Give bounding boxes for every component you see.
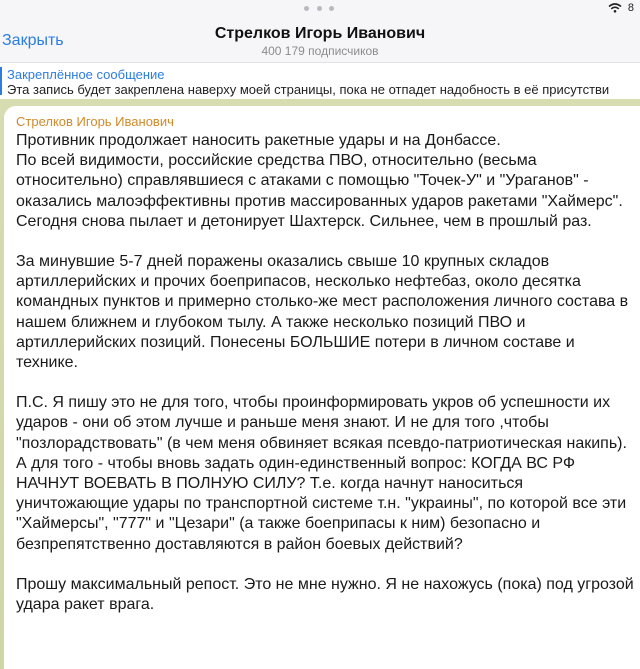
pinned-message-banner[interactable] — [0, 62, 640, 100]
message-author[interactable]: Стрелков Игорь Иванович — [16, 114, 174, 129]
system-indicators — [608, 2, 634, 14]
pinned-text: Эта запись будет закреплена наверху моей страницы, пока не отпадет надобность в её присутстви — [7, 82, 610, 97]
message-paragraph-4: Прошу максимальный репост. Это не мне нужно. Я не нахожусь (пока) под угрозой удара ракет врага. — [16, 575, 634, 614]
channel-title[interactable]: Стрелков Игорь Иванович — [214, 25, 426, 42]
close-button[interactable]: Закрыть — [2, 32, 64, 49]
battery-level: 8 — [627, 2, 634, 14]
message-paragraph-3: П.С. Я пишу это не для того, чтобы проинформировать укров об успешности их ударов - они об этом лучше и раньше меня знают. И не для того ,чтобы "позлорадствовать" (в чем меня обвиняет всякая псевдо-патриотическая накипь). А для того - чтобы вновь задать один-единственный вопрос: КОГДА ВС РФ НАЧНУТ ВОЕВАТЬ В ПОЛНУЮ СИЛУ? Т.е. когда начнут наноситься уничтожающие удары по транспортной системе т.н. "украины", по которой все эти "Хаймерсы", "777" и "Цезари" (а также боеприпасы к ним) безопасно и безпрепятственно доставляются в район боевых действий? — [16, 394, 627, 553]
channel-header — [0, 18, 640, 62]
multitasking-dots-icon[interactable] — [304, 6, 334, 12]
subscriber-count: 400 179 подписчиков — [261, 44, 379, 58]
message-text — [16, 131, 634, 635]
status-bar — [0, 0, 640, 18]
message-paragraph-2: За минувшие 5-7 дней поражены оказались свыше 10 крупных складов артиллерийских и прочих боеприпасов, несколько нефтебаз, около десятка командных пунктов и примерно столько-же мест расположения личного состава в нашем ближнем и глубоком тылу. А также несколько позиций ПВО и артиллерийских позиций. Понесены БОЛЬШИЕ потери в личном составе и технике. — [16, 253, 629, 372]
message-bubble[interactable] — [4, 106, 640, 669]
message-paragraph-1: Противник продолжает наносить ракетные удары и на Донбассе. По всей видимости, российские средства ПВО, относительно (весьма относительно) справлявшиеся с атаками с помощью "Точек-У" и "Ураганов" - оказались малоэффективны против массированных ударов ракетами "Хаймерс". Сегодня снова пылает и детонирует Шахтерск. Сильнее, чем в прошлый раз. — [16, 132, 623, 230]
pinned-indicator-bar — [0, 67, 2, 95]
wifi-icon — [608, 3, 622, 13]
pinned-label: Закреплённое сообщение — [7, 67, 165, 82]
